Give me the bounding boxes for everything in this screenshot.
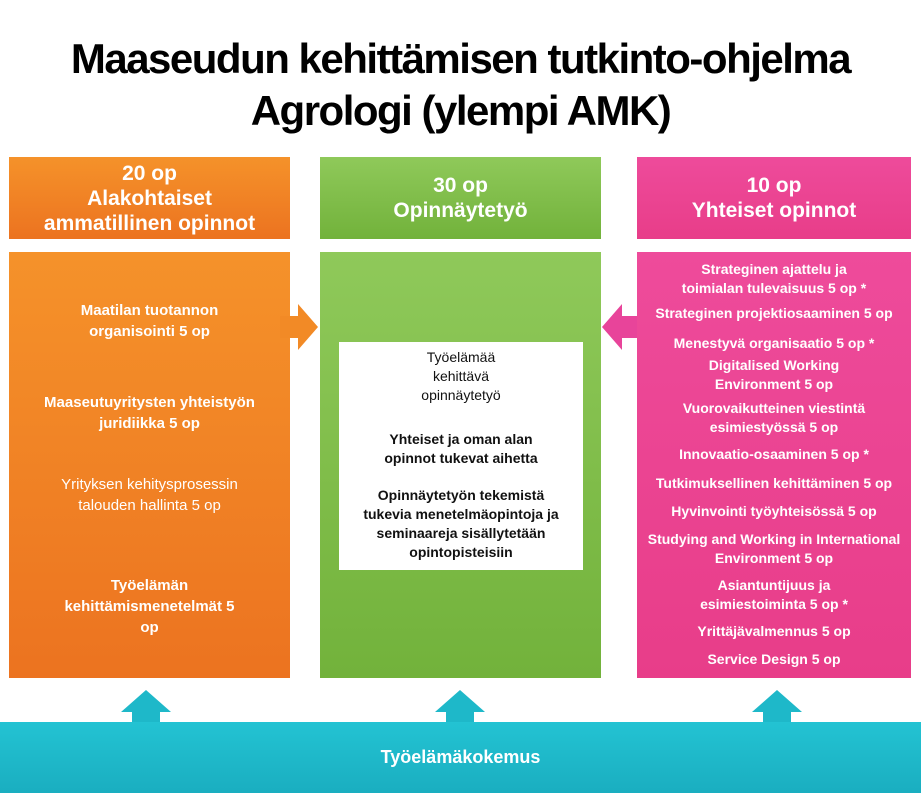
thesis-p3-line-2: tukevia menetelmäopintoja ja (363, 506, 559, 522)
right-item-10-line-2: esimiestoiminta 5 op * (700, 596, 848, 612)
right-item-4-line-1: Digitalised Working (708, 357, 840, 373)
thesis-box (339, 342, 583, 570)
left-item-4-line-3: op (140, 619, 159, 636)
thesis-p3-line-3: seminaareja sisällytetään (376, 525, 546, 541)
right-item-1 (637, 260, 911, 298)
work-experience-bar (0, 722, 921, 793)
right-item-10-line-1: Asiantuntijuus ja (717, 577, 831, 593)
left-item-3 (9, 474, 290, 516)
left-column (9, 252, 290, 678)
thesis-p2-line-2: opinnot tukevat aihetta (384, 450, 538, 466)
arrow-up-left (121, 690, 171, 722)
arrow-up-middle (435, 690, 485, 722)
right-item-9-line-2: Environment 5 op (714, 550, 834, 566)
right-item-1-line-1: Strateginen ajattelu ja (701, 261, 847, 277)
right-item-6-line-1: Innovaatio-osaaminen 5 op * (679, 446, 869, 462)
left-item-4 (9, 575, 290, 638)
left-item-1-line-1: Maatilan tuotannon (80, 302, 219, 319)
left-item-1-line-2: organisointi 5 op (89, 323, 210, 340)
left-item-2-line-1: Maaseutuyritysten yhteistyön (44, 394, 255, 411)
right-item-12 (637, 650, 911, 669)
arrow-up-right (752, 690, 802, 722)
right-header-line-2: Yhteiset opinnot (691, 199, 857, 222)
right-header-credits: 10 op (746, 174, 802, 197)
right-item-10 (637, 576, 911, 614)
right-header (637, 157, 911, 239)
title-line-2: Agrologi (ylempi AMK) (250, 87, 671, 134)
thesis-box-paragraph-2 (339, 430, 583, 468)
left-item-3-line-2: talouden hallinta 5 op (78, 497, 221, 514)
left-item-2 (9, 392, 290, 434)
left-header (9, 157, 290, 239)
thesis-box-paragraph-3 (339, 486, 583, 562)
left-item-4-line-2: kehittämismenetelmät 5 (64, 598, 235, 615)
thesis-p1-line-1: Työelämää (426, 349, 496, 365)
title-line-1: Maaseudun kehittämisen tutkinto-ohjelma (70, 35, 851, 82)
thesis-p1-line-3: opinnäytetyö (421, 387, 501, 403)
thesis-box-paragraph-1 (339, 348, 583, 405)
work-experience-label: Työelämäkokemus (380, 747, 541, 767)
right-item-5-line-1: Vuorovaikutteinen viestintä (682, 400, 866, 416)
right-item-4 (637, 356, 911, 394)
right-item-11 (637, 622, 911, 641)
right-item-12-line-1: Service Design 5 op (707, 651, 841, 667)
right-item-6 (637, 445, 911, 464)
left-item-4-line-1: Työelämän (110, 577, 189, 594)
right-item-8 (637, 502, 911, 521)
right-item-3-line-1: Menestyvä organisaatio 5 op * (673, 335, 875, 351)
right-item-7 (637, 474, 911, 493)
right-item-4-line-2: Environment 5 op (714, 376, 834, 392)
right-item-2-line-1: Strateginen projektiosaaminen 5 op (655, 305, 893, 321)
right-item-3 (637, 334, 911, 353)
left-header-line-2: Alakohtaiset (87, 186, 212, 210)
left-item-3-line-1: Yrityksen kehitysprosessin (61, 476, 238, 493)
thesis-p1-line-2: kehittävä (432, 368, 490, 384)
thesis-p3-line-1: Opinnäytetyön tekemistä (377, 487, 545, 503)
arrow-left-pink (602, 304, 637, 350)
right-item-5-line-2: esimiestyössä 5 op (709, 419, 839, 435)
middle-header (320, 157, 601, 239)
middle-header-line-2: Opinnäytetyö (393, 199, 528, 222)
right-item-7-line-1: Tutkimuksellinen kehittäminen 5 op (655, 475, 893, 491)
thesis-p3-line-4: opintopisteisiin (409, 544, 513, 560)
thesis-p2-line-1: Yhteiset ja oman alan (389, 431, 533, 447)
right-column (637, 252, 911, 678)
right-item-2 (637, 304, 911, 323)
right-item-9-line-1: Studying and Working in International (647, 531, 901, 547)
right-item-11-line-1: Yrittäjävalmennus 5 op (697, 623, 851, 639)
right-item-8-line-1: Hyvinvointi työyhteisössä 5 op (671, 503, 877, 519)
right-item-9 (637, 530, 911, 568)
left-header-credits: 20 op (122, 161, 177, 185)
middle-header-credits: 30 op (433, 174, 488, 197)
right-item-5 (637, 399, 911, 437)
left-item-2-line-2: juridiikka 5 op (99, 415, 200, 432)
right-item-1-line-2: toimialan tulevaisuus 5 op * (681, 280, 867, 296)
left-header-line-3: ammatillinen opinnot (43, 211, 256, 235)
left-item-1 (9, 300, 290, 342)
